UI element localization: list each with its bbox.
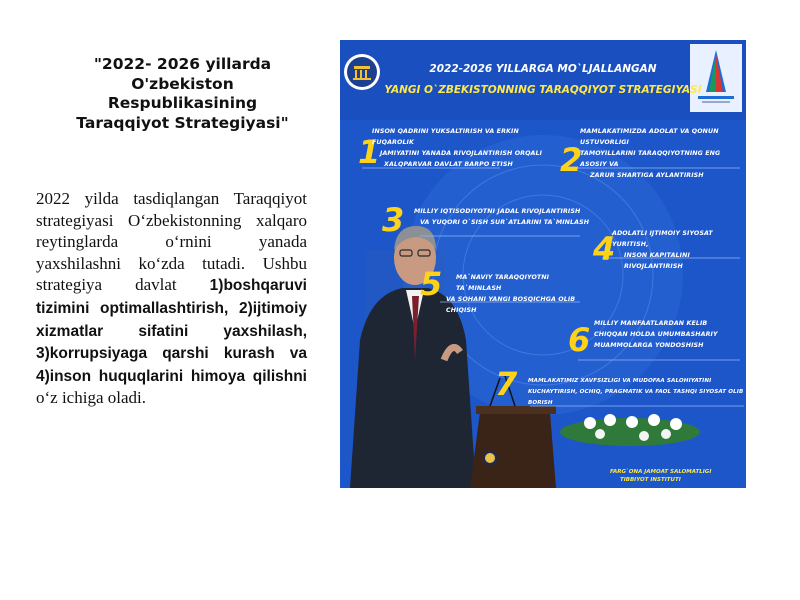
item-6-line-3: MUAMMOLARGA YONDOSHISH bbox=[594, 342, 704, 349]
item-number-4: 4 bbox=[593, 230, 616, 268]
strategy-item-2 bbox=[580, 126, 746, 181]
title-line-1: "2022- 2026 yillarda bbox=[93, 55, 272, 73]
item-3-line-2: VA YUQORI O`SISH SUR`ATLARINI TA`MINLASH bbox=[420, 219, 590, 226]
footer-line-1: FARG`ONA JAMOAT SALOMATLIGI bbox=[610, 469, 712, 475]
strategy-item-4 bbox=[612, 228, 746, 272]
body-bold-list: 1)boshqaruvi tizimini optimallashtirish, 2)ijtimoiy xizmatlar sifatini yaxshilash, 3)korrupsiyaga qarshi kurash va 4)inson huquqlarini himoya qilishni bbox=[36, 277, 307, 385]
item-7-line-1: MAMLAKATIMIZ XAVFSIZLIGI VA MUDOFAA SALOHIYATINI bbox=[528, 378, 712, 384]
item-4-line-2: INSON KAPITALINI RIVOJLANTIRISH bbox=[624, 252, 690, 270]
slide-title bbox=[40, 55, 325, 133]
strategy-item-6 bbox=[594, 318, 744, 351]
title-line-3: Respublikasining bbox=[107, 94, 258, 112]
footer-line-2: TIBBIYOT INSTITUTI bbox=[620, 477, 681, 483]
title-line-2: O'zbekiston bbox=[131, 74, 234, 93]
title-line-4: Taraqqiyot Strategiyasi" bbox=[76, 113, 289, 132]
body-plain-start: 2022 yilda tasdiqlangan Taraqqiyot strategiyasi O‘zbekistonning xalqaro reytinglarda o‘rnini yanada yaxshilashni ko‘zda tutadi. Ushbu strategiya davlat bbox=[36, 189, 307, 295]
strategy-emblem-icon bbox=[690, 44, 742, 112]
item-6-line-1: MILLIY MANFAATLARDAN KELIB bbox=[594, 320, 708, 327]
item-number-6: 6 bbox=[568, 321, 591, 359]
item-number-7: 7 bbox=[495, 365, 518, 403]
item-number-5: 5 bbox=[420, 265, 443, 303]
strategy-item-1 bbox=[372, 126, 562, 170]
item-4-line-1: ADOLATLI IJTIMOIY SIYOSAT YURITISH, bbox=[612, 230, 713, 248]
item-2-line-2: TAMOYILLARINI TARAQQIYOTNING ENG ASOSIY VA bbox=[580, 150, 721, 168]
body-plain-end: o‘z ichiga oladi. bbox=[36, 388, 146, 408]
strategy-item-3 bbox=[414, 206, 594, 228]
item-3-line-1: MILLIY IQTISODIYOTNI JADAL RIVOJLANTIRISH bbox=[414, 208, 581, 215]
strategy-item-7 bbox=[528, 376, 746, 409]
item-6-line-2: CHIQQAN HOLDA UMUMBASHARIY bbox=[594, 331, 718, 338]
item-2-line-3: ZARUR SHARTIGA AYLANTIRISH bbox=[590, 172, 704, 179]
strategy-poster bbox=[340, 40, 746, 488]
item-2-line-1: MAMLAKATIMIZDA ADOLAT VA QONUN USTUVORLIGI bbox=[580, 128, 719, 146]
institute-footer bbox=[610, 468, 740, 484]
item-7-line-2: KUCHAYTIRISH, OCHIQ, PRAGMATIK VA FAOL TASHQI SIYOSAT OLIB BORISH bbox=[528, 389, 744, 406]
body-paragraph bbox=[36, 188, 307, 409]
item-5-line-2: VA SOHANI YANGI BOSQICHGA OLIB CHIQISH bbox=[446, 296, 576, 314]
item-number-2: 2 bbox=[560, 141, 583, 179]
item-number-3: 3 bbox=[382, 201, 405, 239]
item-1-line-1: INSON QADRINI YUKSALTIRISH VA ERKIN FUQAROLIK bbox=[372, 128, 519, 146]
item-1-line-3: XALQPARVAR DAVLAT BARPO ETISH bbox=[384, 161, 513, 168]
poster-heading-1: 2022-2026 YILLARGA MO`LJALLANGAN bbox=[429, 63, 657, 75]
strategy-item-5 bbox=[446, 272, 596, 316]
poster-heading-2: YANGI O`ZBEKISTONNING TARAQQIYOT STRATEGIYASI bbox=[384, 84, 702, 96]
item-5-line-1: MA`NAVIY TARAQQIYOTNI TA`MINLASH bbox=[456, 274, 550, 292]
item-number-1: 1 bbox=[358, 133, 381, 171]
item-1-line-2: JAMIYATINI YANADA RIVOJLANTIRISH ORQALI bbox=[380, 150, 543, 157]
